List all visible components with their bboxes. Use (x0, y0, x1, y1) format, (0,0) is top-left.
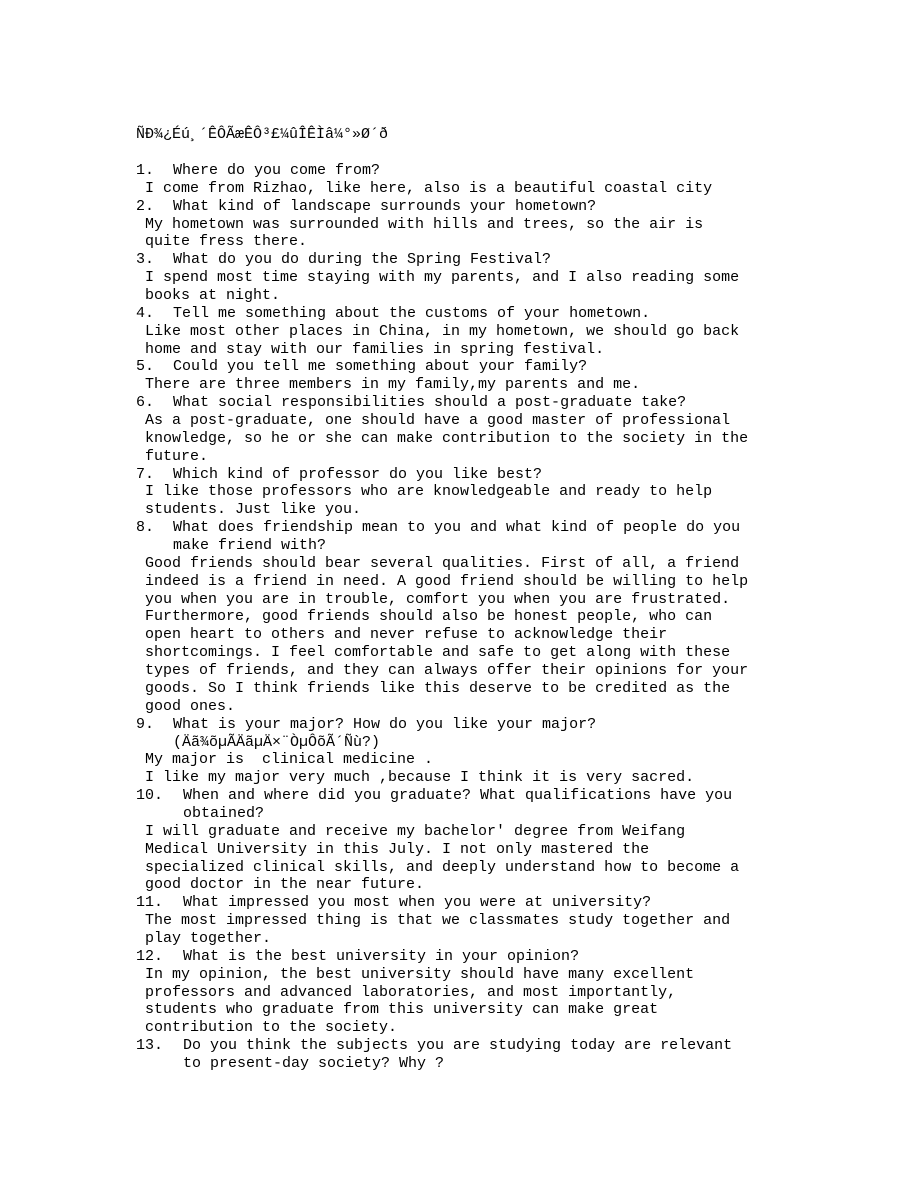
answer-line: My hometown was surrounded with hills and trees, so the air is (145, 215, 704, 233)
answer-line: students who graduate from this university can make great (145, 1001, 659, 1019)
question-number: 1. (136, 162, 155, 179)
answer-line: types of friends, and they can always offer their opinions for your (145, 662, 749, 680)
question-line (136, 466, 796, 484)
answer-line: books at night. (145, 287, 281, 305)
question-text: (Äã¾õµÃÄãµÄ×¨ÒµÔõÃ´Ñù?) (173, 733, 381, 751)
answer-line: you when you are in trouble, comfort you when you are frustrated. (145, 590, 731, 608)
question-text: What impressed you most when you were at university? (183, 894, 652, 912)
question-line (136, 358, 796, 376)
question-line (136, 948, 796, 966)
question-text: What is your major? How do you like your major? (173, 715, 597, 733)
question-number: 5. (136, 358, 155, 376)
question-number: 4. (136, 304, 155, 322)
question-text: What social responsibilities should a post-graduate take? (173, 394, 687, 412)
answer-line: indeed is a friend in need. A good friend should be willing to help (145, 572, 749, 590)
question-number: 10. (136, 787, 164, 805)
answer-line: Furthermore, good friends should also be honest people, who can (145, 608, 713, 626)
question-text: Do you think the subjects you are studying today are relevant (183, 1037, 733, 1055)
answer-line: specialized clinical skills, and deeply understand how to become a (145, 858, 740, 876)
answer-line: I will graduate and receive my bachelor' degree from Weifang (145, 822, 686, 840)
qa-list (136, 162, 796, 1073)
question-line (136, 716, 796, 734)
question-text: What do you do during the Spring Festival? (173, 251, 552, 269)
question-line (136, 394, 796, 412)
answer-line: Medical University in this July. I not only mastered the (145, 840, 650, 858)
answer-line: goods. So I think friends like this deserve to be credited as the (145, 679, 731, 697)
answer-line: I spend most time staying with my parents, and I also reading some (145, 269, 740, 287)
answer-line: Like most other places in China, in my hometown, we should go back (145, 322, 740, 340)
answer-line: good ones. (145, 697, 236, 715)
question-number: 2. (136, 197, 155, 215)
question-text: obtained? (183, 804, 265, 822)
answer-line: open heart to others and never refuse to acknowledge their (145, 626, 668, 644)
answer-line: home and stay with our families in spring festival. (145, 340, 605, 358)
answer-line: future. (145, 447, 209, 465)
answer-line: I come from Rizhao, like here, also is a beautiful coastal city (145, 179, 713, 197)
answer-line: The most impressed thing is that we classmates study together and (145, 912, 731, 930)
answer-line: Good friends should bear several qualities. First of all, a friend (145, 554, 740, 572)
answer-line: play together. (145, 929, 272, 947)
question-number: 12. (136, 947, 164, 965)
answer-line: quite fress there. (145, 233, 308, 251)
question-line (136, 537, 796, 555)
document-title: ÑÐ¾¿Éú¸´ÊÔÃæÊÔ³£¼ûÎÊÌâ¼°»Ø´ð (136, 126, 389, 143)
question-line (136, 198, 796, 216)
answer-line: contribution to the society. (145, 1019, 398, 1037)
answer-line: knowledge, so he or she can make contribution to the society in the (145, 429, 749, 447)
question-number: 6. (136, 394, 155, 412)
question-line (136, 305, 796, 323)
question-text: What kind of landscape surrounds your hometown? (173, 197, 597, 215)
question-line (136, 251, 796, 269)
question-line (136, 805, 796, 823)
question-line (136, 1037, 796, 1055)
answer-line: There are three members in my family,my parents and me. (145, 376, 641, 394)
question-line (136, 162, 796, 180)
question-line (136, 519, 796, 537)
answer-line: I like those professors who are knowledgeable and ready to help (145, 483, 713, 501)
question-line (136, 894, 796, 912)
answer-line: My major is clinical medicine . (145, 751, 434, 769)
question-text: Which kind of professor do you like best? (173, 465, 543, 483)
question-number: 7. (136, 465, 155, 483)
question-text: Could you tell me something about your family? (173, 358, 588, 376)
question-text: When and where did you graduate? What qualifications have you (183, 787, 733, 805)
answer-line: As a post-graduate, one should have a good master of professional (145, 412, 731, 430)
question-number: 3. (136, 251, 155, 269)
question-number: 8. (136, 519, 155, 537)
question-number: 13. (136, 1037, 164, 1055)
question-text: What does friendship mean to you and what kind of people do you (173, 519, 741, 537)
question-text: Where do you come from? (173, 162, 381, 179)
answer-line: In my opinion, the best university should have many excellent (145, 965, 695, 983)
answer-line: professors and advanced laboratories, and most importantly, (145, 983, 677, 1001)
question-line (136, 734, 796, 752)
answer-line: students. Just like you. (145, 501, 362, 519)
question-line (136, 787, 796, 805)
question-text: make friend with? (173, 537, 327, 555)
question-number: 11. (136, 894, 164, 912)
question-text: Tell me something about the customs of your hometown. (173, 304, 651, 322)
question-text: to present-day society? Why ? (183, 1054, 445, 1072)
question-line (136, 1055, 796, 1073)
answer-line: I like my major very much ,because I think it is very sacred. (145, 769, 695, 787)
question-number: 9. (136, 715, 155, 733)
answer-line: shortcomings. I feel comfortable and safe to get along with these (145, 644, 731, 662)
answer-line: good doctor in the near future. (145, 876, 425, 894)
question-text: What is the best university in your opinion? (183, 947, 580, 965)
